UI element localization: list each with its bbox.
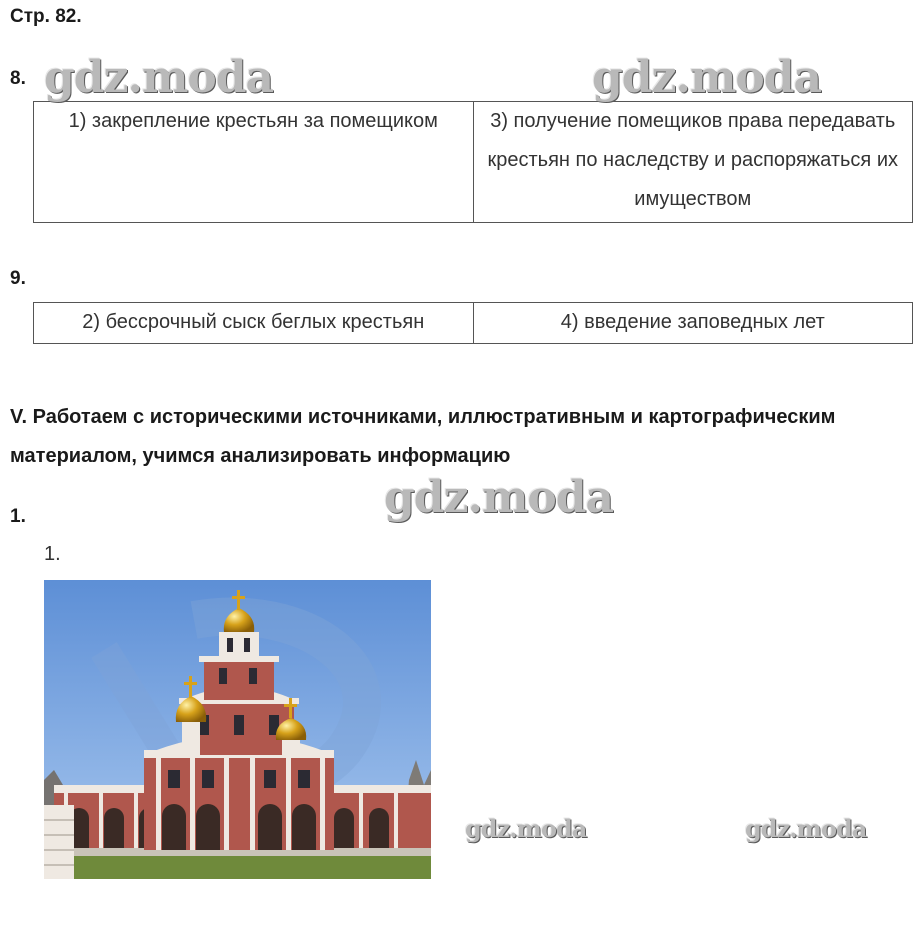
task-number-8: 8. [10, 68, 26, 89]
watermark-3: gdz.moda [384, 472, 614, 523]
watermark-2: gdz.moda [592, 52, 822, 103]
task8-cell-2: 3) получение помещиков права передавать крестьян по наследству и распоряжаться их имуществом [473, 102, 913, 223]
church-photo [44, 580, 431, 879]
task9-cell-1: 2) бессрочный сыск беглых крестьян [34, 303, 474, 344]
left-drum [182, 720, 200, 756]
grass [44, 852, 431, 879]
watermark-4: gdz.moda [465, 814, 587, 843]
task9-answer-table [33, 302, 913, 344]
watermark-1: gdz.moda [44, 52, 274, 103]
stairs [44, 805, 74, 879]
church-illustration [44, 580, 431, 879]
sub-number-1: 1. [44, 543, 61, 565]
page-reference: Стр. 82. [10, 6, 82, 27]
task8-cell-1: 1) закрепление крестьян за помещиком [34, 102, 474, 223]
task8-answer-table [33, 101, 913, 223]
task9-cell-2: 4) введение заповедных лет [473, 303, 913, 344]
right-drum [282, 738, 300, 758]
section-title: V. Работаем с историческими источниками, иллюстративным и картографическим материалом, учимся анализировать информацию [10, 406, 836, 467]
watermark-5: gdz.moda [745, 814, 867, 843]
task-number-9: 9. [10, 268, 26, 289]
task-number-1: 1. [10, 506, 26, 527]
